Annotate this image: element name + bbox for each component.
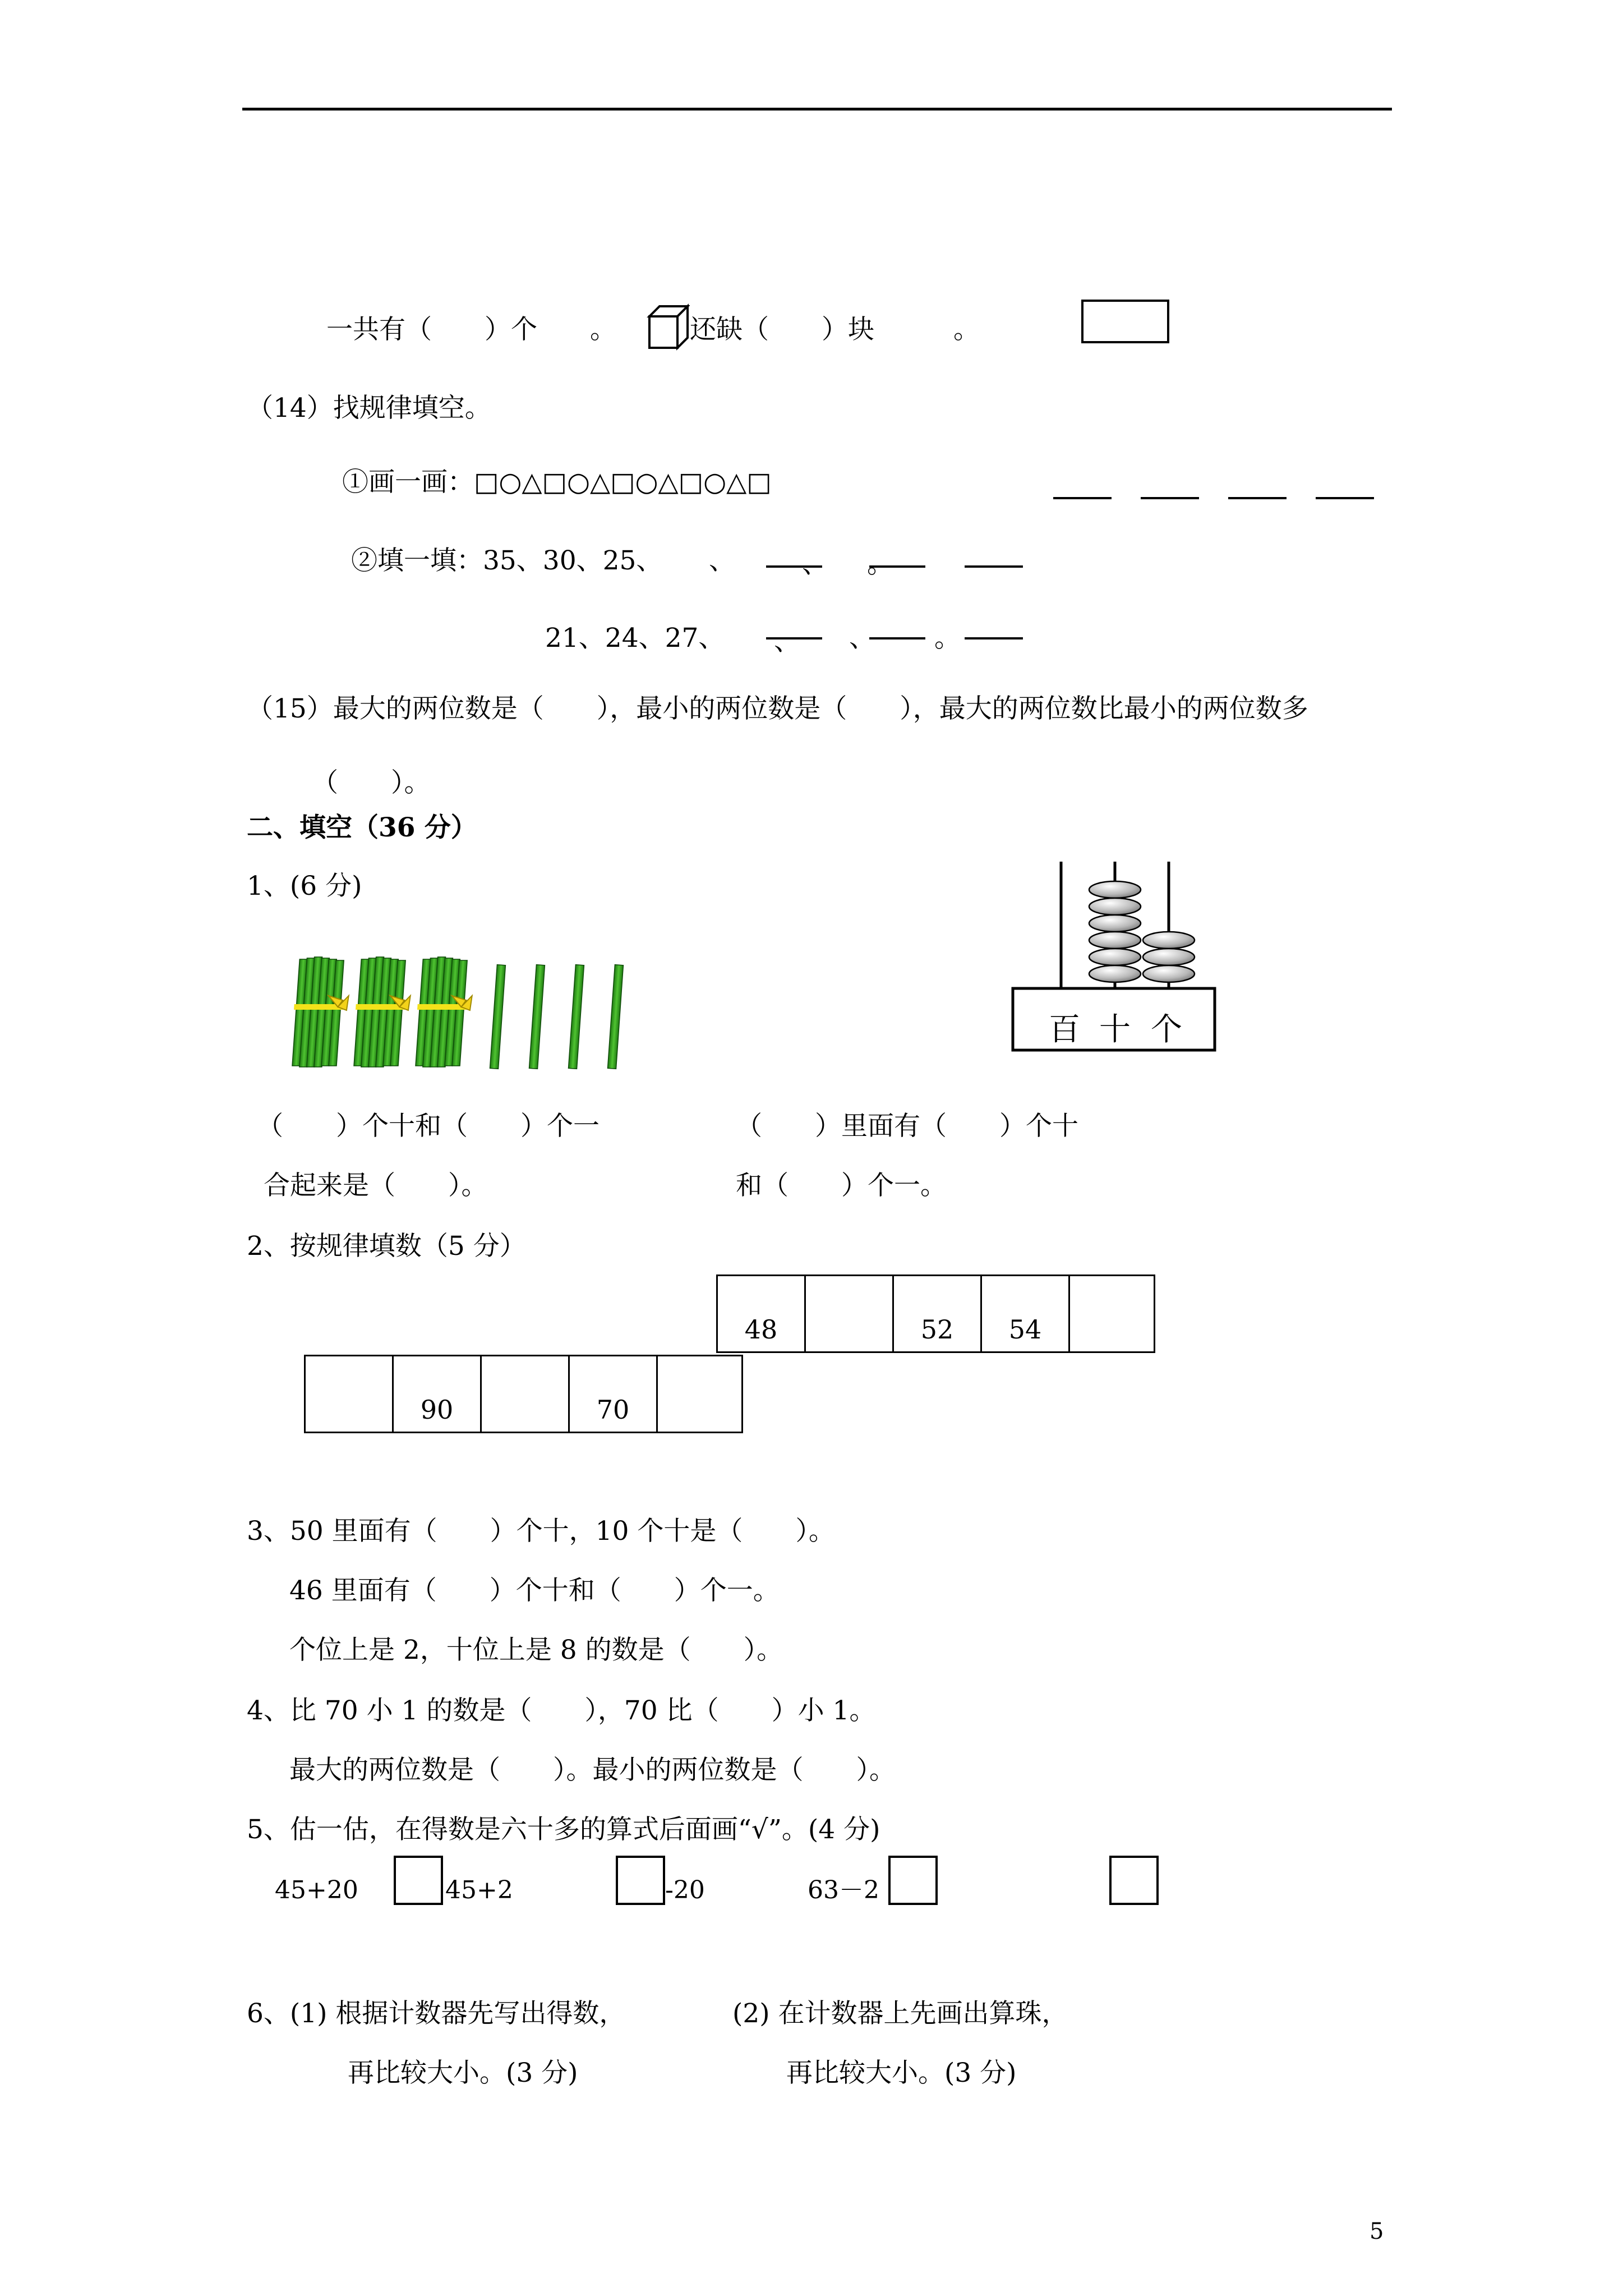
q14-row2-blank-3[interactable] bbox=[965, 637, 1023, 639]
p5-check-box-3[interactable] bbox=[888, 1856, 938, 1905]
p5-item-4: 63－2 bbox=[808, 1876, 879, 1904]
p2-row2-cell[interactable]: 70 bbox=[570, 1356, 658, 1432]
q15-line-2: （ ）。 bbox=[312, 767, 431, 798]
q14-fill-sep-2: 、 bbox=[802, 549, 828, 579]
q13-text-2: 还缺（ ）块 。 bbox=[690, 314, 980, 345]
q14-fill-label: ②填一填：35、30、25、 bbox=[351, 545, 663, 576]
p2-row1-cell[interactable]: 48 bbox=[718, 1276, 806, 1351]
stick-bundle-3 bbox=[413, 957, 475, 1067]
cube-icon bbox=[645, 302, 690, 352]
p1-title: 1、(6 分) bbox=[247, 871, 362, 901]
p2-number-row-2 bbox=[304, 1355, 743, 1433]
p3-line-3: 个位上是 2，十位上是 8 的数是（ ）。 bbox=[289, 1635, 783, 1665]
q14-row2-sep-3: 。 bbox=[934, 623, 961, 654]
q14-draw-blank-3[interactable] bbox=[1228, 497, 1287, 499]
p2-row2-cell[interactable]: 90 bbox=[394, 1356, 482, 1432]
stick-bundle-2 bbox=[352, 957, 413, 1067]
p2-row1-cell[interactable] bbox=[1070, 1276, 1158, 1351]
p6-left-line-1: 6、(1) 根据计数器先写出得数， bbox=[247, 1998, 626, 2029]
p1-right-line-2: 和（ ）个一。 bbox=[736, 1170, 947, 1201]
q14-fill-blank-3[interactable] bbox=[965, 565, 1023, 568]
page-number: 5 bbox=[1370, 2219, 1384, 2244]
q14-draw-blank-4[interactable] bbox=[1316, 497, 1374, 499]
abacus-label-ones: 个 bbox=[1151, 1011, 1182, 1048]
p4-line-2: 最大的两位数是（ ）。最小的两位数是（ ）。 bbox=[289, 1755, 896, 1786]
q14-row2-sep-1: 、 bbox=[774, 626, 800, 657]
abacus-label-hundreds: 百 bbox=[1049, 1011, 1080, 1048]
abacus-label-tens: 十 bbox=[1099, 1011, 1131, 1048]
p2-row2-cell[interactable] bbox=[482, 1356, 570, 1432]
q14-row2-sep-2: 、 bbox=[849, 623, 875, 654]
q13-text-1: 一共有（ ）个 。 bbox=[326, 314, 616, 345]
p2-title: 2、按规律填数（5 分） bbox=[247, 1231, 526, 1262]
single-sticks bbox=[490, 965, 624, 1069]
q15-line-1: （15）最大的两位数是（ ），最小的两位数是（ ），最大的两位数比最小的两位数多 bbox=[247, 693, 1308, 724]
p3-line-2: 46 里面有（ ）个十和（ ）个一。 bbox=[289, 1575, 780, 1606]
p2-row1-cell[interactable]: 54 bbox=[982, 1276, 1070, 1351]
q14-title: （14）找规律填空。 bbox=[247, 393, 491, 424]
p1-right-line-1: （ ）里面有（ ）个十 bbox=[736, 1111, 1078, 1142]
q14-fill-sep-3: 。 bbox=[867, 549, 893, 579]
abacus-ones-beads bbox=[1143, 932, 1195, 982]
p4-line-1: 4、比 70 小 1 的数是（ ），70 比（ ）小 1。 bbox=[247, 1695, 876, 1726]
p5-check-box-2[interactable] bbox=[616, 1856, 665, 1905]
stick-bundles-illustration bbox=[292, 954, 651, 1077]
q14-row2-label: 21、24、27、 bbox=[545, 623, 725, 654]
p2-row1-cell[interactable] bbox=[806, 1276, 894, 1351]
section-2-title: 二、填空（36 分） bbox=[247, 812, 477, 843]
abacus-tens-beads bbox=[1089, 881, 1141, 982]
header-rule bbox=[242, 108, 1392, 111]
p6-left-line-2: 再比较大小。(3 分) bbox=[348, 2058, 578, 2088]
p3-line-1: 3、50 里面有（ ）个十，10 个十是（ ）。 bbox=[247, 1516, 835, 1547]
p5-check-box-1[interactable] bbox=[394, 1856, 443, 1905]
p2-row2-cell[interactable] bbox=[658, 1356, 746, 1432]
p5-item-3: -20 bbox=[665, 1876, 705, 1904]
q13-answer-box[interactable] bbox=[1081, 300, 1169, 343]
p5-title: 5、估一估，在得数是六十多的算式后面画“√”。(4 分) bbox=[247, 1814, 880, 1845]
q14-fill-sep-1: 、 bbox=[709, 545, 735, 576]
q14-draw-blank-1[interactable] bbox=[1053, 497, 1112, 499]
p6-right-line-2: 再比较大小。(3 分) bbox=[786, 2058, 1017, 2088]
p6-right-line-1: (2) 在计数器上先画出算珠， bbox=[732, 1998, 1068, 2029]
p2-row2-cell[interactable] bbox=[306, 1356, 394, 1432]
p5-check-box-4[interactable] bbox=[1109, 1856, 1159, 1905]
p2-number-row-1 bbox=[716, 1274, 1155, 1353]
p1-left-line-1: （ ）个十和（ ）个一 bbox=[257, 1111, 600, 1142]
p1-left-line-2: 合起来是（ ）。 bbox=[264, 1170, 488, 1201]
q14-draw-blank-2[interactable] bbox=[1141, 497, 1199, 499]
p2-row1-cell[interactable]: 52 bbox=[894, 1276, 982, 1351]
q14-row2-blank-2[interactable] bbox=[869, 637, 925, 639]
p5-item-2: 45+2 bbox=[445, 1876, 513, 1904]
q14-draw-label: ①画一画：□○△□○△□○△□○△□ bbox=[342, 467, 772, 498]
stick-bundle-1 bbox=[292, 957, 352, 1067]
p5-item-1: 45+20 bbox=[275, 1876, 358, 1904]
